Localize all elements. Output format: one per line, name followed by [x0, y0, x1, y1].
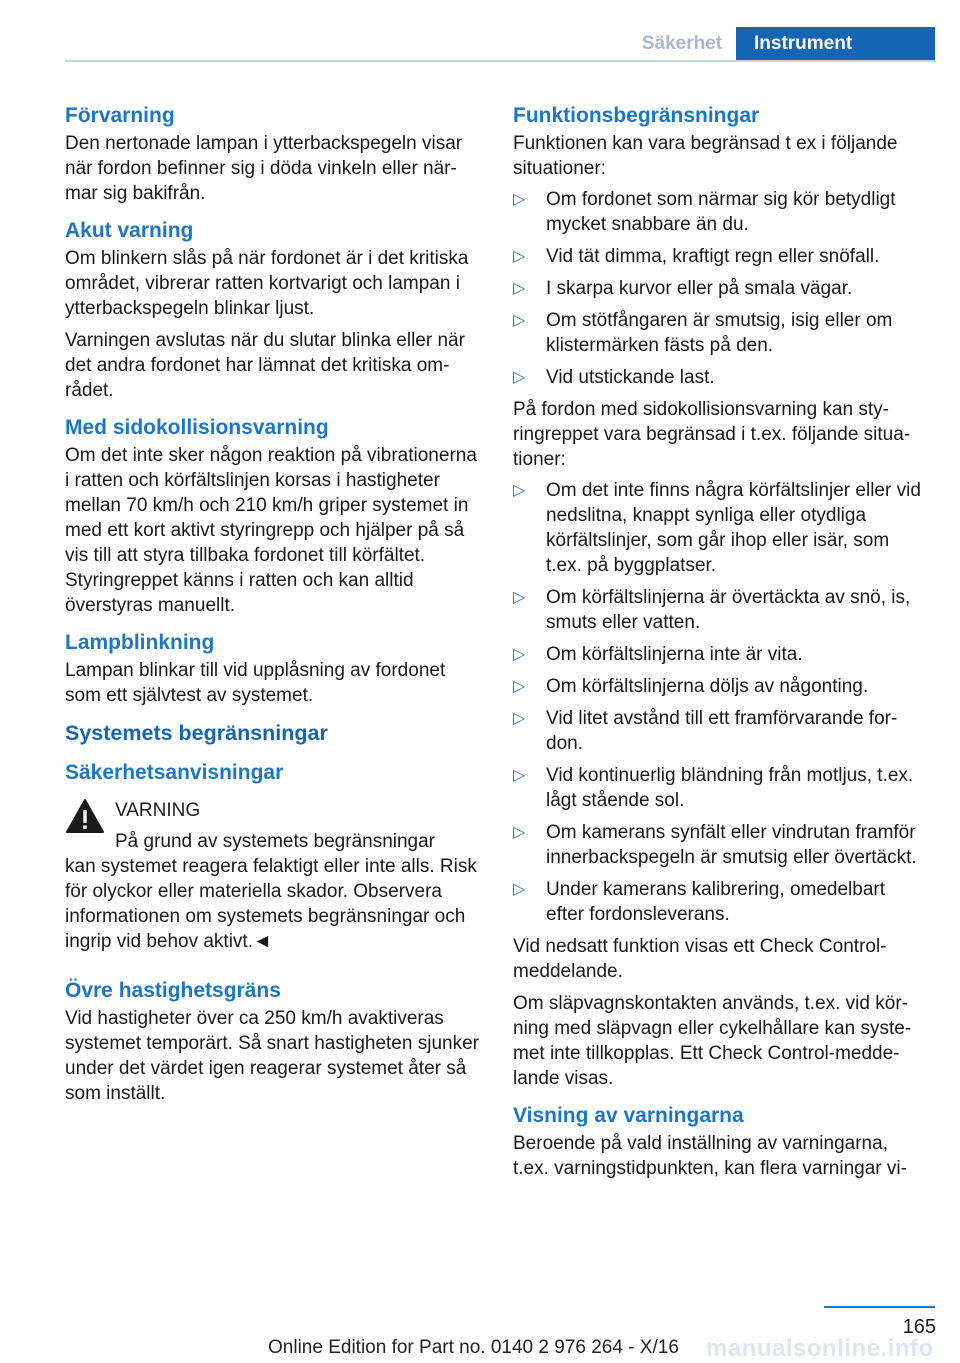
list-item: ▷ Om kamerans synfält eller vindrutan framför innerbackspegeln är smutsig eller övertäckt. [513, 822, 917, 868]
left-column [65, 101, 481, 1106]
header-divider [65, 60, 935, 62]
list-item: ▷ Vid tät dimma, kraftigt regn eller snöfall. [513, 246, 880, 267]
heading-lampblinkning: Lampblinkning [65, 631, 215, 654]
warning-text-line1: På grund av systemets begränsningar [115, 831, 436, 852]
triangle-right-icon: ▷ [513, 678, 526, 695]
heading-systemets-begransningar: Systemets begränsningar [65, 721, 328, 745]
list-item: ▷ Vid utstickande last. [513, 367, 715, 388]
heading-visning-av-varningarna: Visning av varningarna [513, 1104, 744, 1127]
triangle-right-icon: ▷ [513, 248, 526, 265]
heading-sakerhetsanvisningar: Säkerhetsanvisningar [65, 761, 284, 784]
right-column [513, 101, 927, 1181]
list-item: ▷ Vid litet avstånd till ett framförvarande fordon. [513, 708, 898, 754]
list-sidokollision [513, 478, 927, 927]
list-item: ▷ Om stötfångaren är smutsig, isig eller om klistermärken fästs på den. [513, 310, 893, 356]
text-forvarning: Den nertonade lampan i ytterbackspegeln visar när fordon befinner sig i döda vinkeln eller närmar sig bakifrån. [65, 133, 463, 204]
list-item: ▷ I skarpa kurvor eller på smala vägar. [513, 278, 853, 299]
watermark: manualsonline.info [706, 1335, 934, 1362]
triangle-right-icon: ▷ [513, 767, 526, 784]
footer-divider [824, 1306, 935, 1308]
tab-chapter[interactable]: Instrument [736, 27, 935, 60]
heading-funktionsbegransningar: Funktionsbegränsningar [513, 104, 760, 127]
text-akut-varning-2: Varningen avslutas när du slutar blinka eller när det andra fordonet har lämnat det kritiska området. [65, 330, 465, 401]
text-visning: Beroende på vald inställning av varningarna, t.ex. varningstidpunkten, kan flera varningar vi- [513, 1133, 907, 1179]
page-header [0, 0, 960, 62]
triangle-right-icon: ▷ [513, 482, 526, 499]
text-lampblinkning: Lampan blinkar till vid upplåsning av fordonet som ett självtest av systemet. [65, 660, 446, 706]
list-item: ▷ Om körfältslinjerna döljs av någonting. [513, 676, 869, 697]
list-item: ▷ Om fordonet som närmar sig kör betydligt mycket snabbare än du. [513, 189, 896, 235]
list-item: ▷ Under kamerans kalibrering, omedelbart efter fordonsleverans. [513, 879, 885, 925]
triangle-right-icon: ▷ [513, 881, 526, 898]
text-sido-intro: På fordon med sidokollisionsvarning kan styringreppet vara begränsad i t.ex. följande situationer: [513, 399, 911, 470]
tab-section[interactable]: Säkerhet [641, 33, 723, 54]
page-number: 165 [902, 1316, 936, 1338]
heading-akut-varning: Akut varning [65, 219, 194, 242]
heading-ovre-hastighetsgrans: Övre hastighetsgräns [65, 979, 281, 1002]
warning-label: VARNING [115, 800, 201, 821]
triangle-right-icon: ▷ [513, 191, 526, 208]
text-akut-varning-1: Om blinkern slås på när fordonet är i det kritiska området, vibrerar ratten kortvarigt och lampan i ytterbackspegeln blinkar ljust. [65, 248, 469, 319]
warning-triangle-icon [65, 798, 105, 834]
triangle-right-icon: ▷ [513, 589, 526, 606]
heading-forvarning: Förvarning [65, 104, 175, 127]
triangle-right-icon: ▷ [513, 646, 526, 663]
triangle-right-icon: ▷ [513, 312, 526, 329]
text-check-control: Vid nedsatt funktion visas ett Check Control-meddelande. [513, 936, 887, 982]
list-item: ▷ Om körfältslinjerna är övertäckta av snö, is, smuts eller vatten. [513, 587, 911, 633]
text-slapvagn: Om släpvagnskontakten används, t.ex. vid körning med släpvagn eller cykelhållare kan systemet inte tillkopplas. Ett Check Control-meddelande visas. [513, 993, 912, 1089]
list-funktion [513, 187, 927, 390]
list-item: ▷ Om körfältslinjerna inte är vita. [513, 644, 803, 665]
list-item: ▷ Om det inte finns några körfältslinjer eller vid nedslitna, knappt synliga eller otydliga körfältslinjer, som går ihop eller isär, som t.ex. på byggplatser. [513, 480, 921, 576]
list-item: ▷ Vid kontinuerlig bländning från motljus, t.ex. lågt stående sol. [513, 765, 914, 811]
triangle-right-icon: ▷ [513, 710, 526, 727]
text-sidokollisionsvarning: Om det inte sker någon reaktion på vibrationerna i ratten och körfältslinjen korsas i hastigheter mellan 70 km/h och 210 km/h griper systemet in med ett kort aktivt styringrepp och hjälper på så vis till att styra tillbaka fordonet till körfältet. Styringreppet känns i ratten och kan alltid överstyras manuellt. [65, 445, 477, 616]
text-funktion-intro: Funktionen kan vara begränsad t ex i följande situationer: [513, 133, 898, 179]
edition-text: Online Edition for Part no. 0140 2 976 264 - X/16 [268, 1337, 679, 1358]
page-footer [0, 1335, 960, 1362]
triangle-right-icon: ▷ [513, 824, 526, 841]
triangle-right-icon: ▷ [513, 280, 526, 297]
heading-sidokollisionsvarning: Med sidokollisionsvarning [65, 416, 329, 439]
triangle-right-icon: ▷ [513, 369, 526, 386]
warning-box [65, 798, 481, 954]
text-ovre-hastighetsgrans: Vid hastigheter över ca 250 km/h avaktiveras systemet temporärt. Så snart hastigheten sjunker under det värdet igen reagerar systemet åter så som inställt. [65, 1008, 479, 1104]
warning-text: kan systemet reagera felaktigt eller inte alls. Risk för olyckor eller materiella skador. Observera informationen om systemets begränsningar och ingrip vid behov aktivt.◄ [65, 856, 477, 952]
